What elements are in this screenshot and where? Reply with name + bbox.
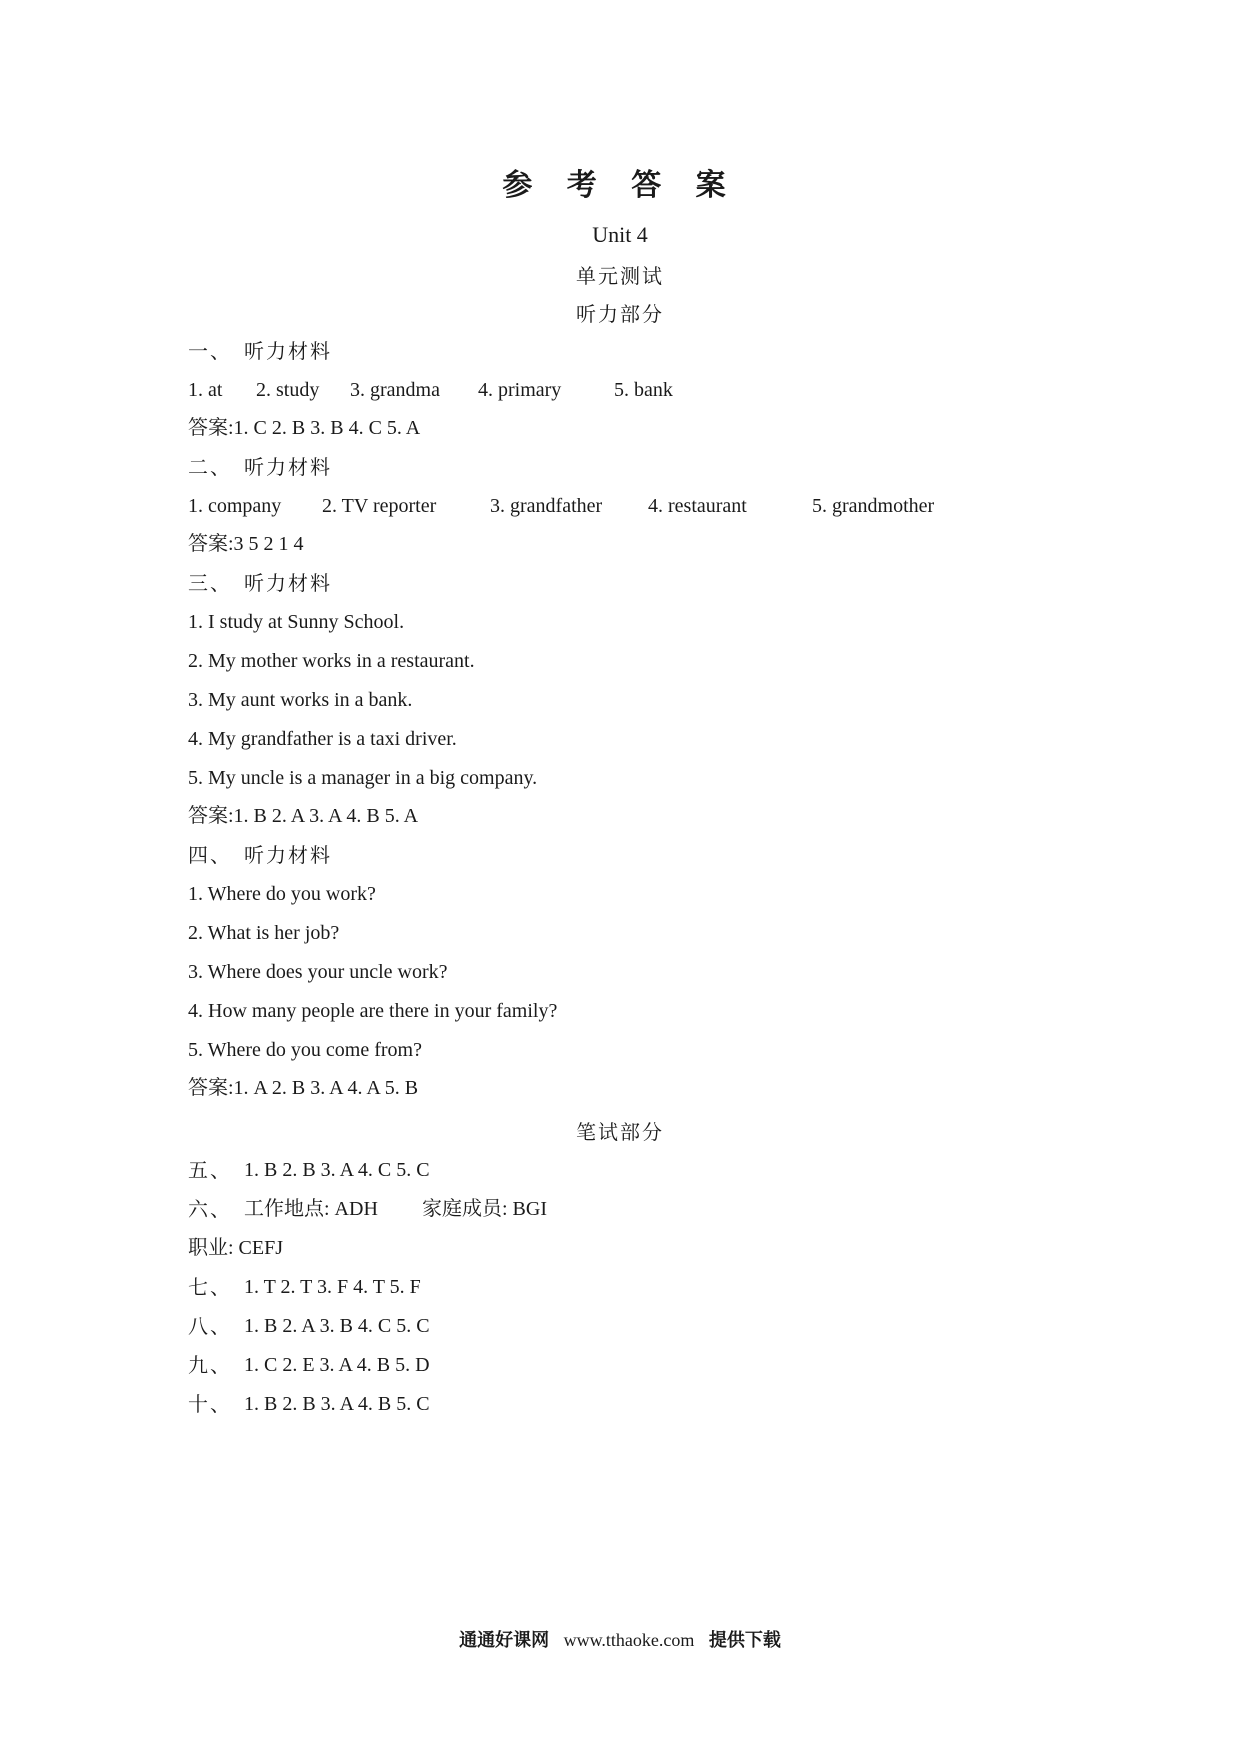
test-title: 单元测试 (576, 264, 664, 288)
list-item: 5. My uncle is a manager in a big company. (188, 767, 538, 789)
unit-title: Unit 4 (592, 222, 648, 247)
list-item: 3. grandma (350, 379, 440, 401)
list-item: 2. What is her job? (188, 922, 340, 944)
list-item: 5. bank (614, 379, 673, 401)
list-item: 5. Where do you come from? (188, 1039, 422, 1061)
section-1-answer: 答案:1. C 2. B 3. B 4. C 5. A (188, 417, 421, 439)
list-item: 1. company (188, 495, 282, 517)
footer-site-name: 通通好课网 (459, 1630, 550, 1651)
list-item: 4. restaurant (648, 495, 747, 517)
list-item: 4. primary (478, 379, 562, 401)
list-item: 2. TV reporter (322, 495, 437, 517)
section-3-answer: 答案:1. B 2. A 3. A 4. B 5. A (188, 805, 419, 827)
list-item: 5. grandmother (812, 495, 935, 517)
page-title: 参 考 答 案 (502, 168, 738, 203)
list-item: 3. grandfather (490, 495, 603, 517)
footer-url[interactable]: www.tthaoke.com (563, 1630, 695, 1650)
list-item: 1. Where do you work? (188, 883, 376, 905)
answer-key-page: 参 考 答 案 Unit 4 单元测试 听力部分 一、 听力材料 1. at 2. study 3. grandma 4. primary 5. bank 答案:1. C 2. B 3. B 4. C 5. A 二、 听力材料 1. company 2. TV reporter 3. grandfather 4. restaurant 5. grandmother 答案:3 5 2 1 4 三、 听力材料 1. I study at Sunny School. 2. My mother works in a restaurant. 3. My aunt works in a bank. 4. My grandfather is a taxi driver. 5. My uncle is a manager in a big company. 答案:1. B 2. A 3. A 4. B 5. A 四、 听力材料 1. Where do you work? 2. What is her job? 3. Where does your uncle work? 4. How many people are there in your family? 5. Where do you come from? 答案:1. A 2. B 3. A 4. A 5. B 笔试部分 五、 1. B 2. B 3. A 4. C 5. C 六、 工作地点: ADH 家庭成员: BGI 职业: CEFJ 七、 1. T 2. T 3. F 4. T 5. F 八、 1. B 2. A 3. B 4. C 5. C 九、 1. C 2. E 3. A 4. B 5. D 十、 1. B 2. B 3. A 4. B 5. C 通通好课网 www.tthaoke.com 提供下载 (0, 0, 1240, 1754)
list-item: 2. study (256, 379, 320, 401)
list-item: 2. My mother works in a restaurant. (188, 650, 475, 672)
section-2-answer: 答案:3 5 2 1 4 (188, 533, 304, 555)
page-footer (0, 1626, 1240, 1652)
listening-title: 听力部分 (576, 302, 664, 326)
list-item: 4. My grandfather is a taxi driver. (188, 728, 457, 750)
list-item: 1. I study at Sunny School. (188, 611, 405, 633)
section-6-line-2: 职业: CEFJ (188, 1237, 284, 1259)
list-item: 1. at (188, 379, 223, 401)
section-4-answer: 答案:1. A 2. B 3. A 4. A 5. B (188, 1077, 419, 1099)
list-item: 3. My aunt works in a bank. (188, 689, 413, 711)
written-title: 笔试部分 (576, 1120, 664, 1144)
list-item: 3. Where does your uncle work? (188, 961, 448, 983)
footer-tail: 提供下载 (708, 1630, 781, 1651)
list-item: 4. How many people are there in your family? (188, 1000, 558, 1022)
